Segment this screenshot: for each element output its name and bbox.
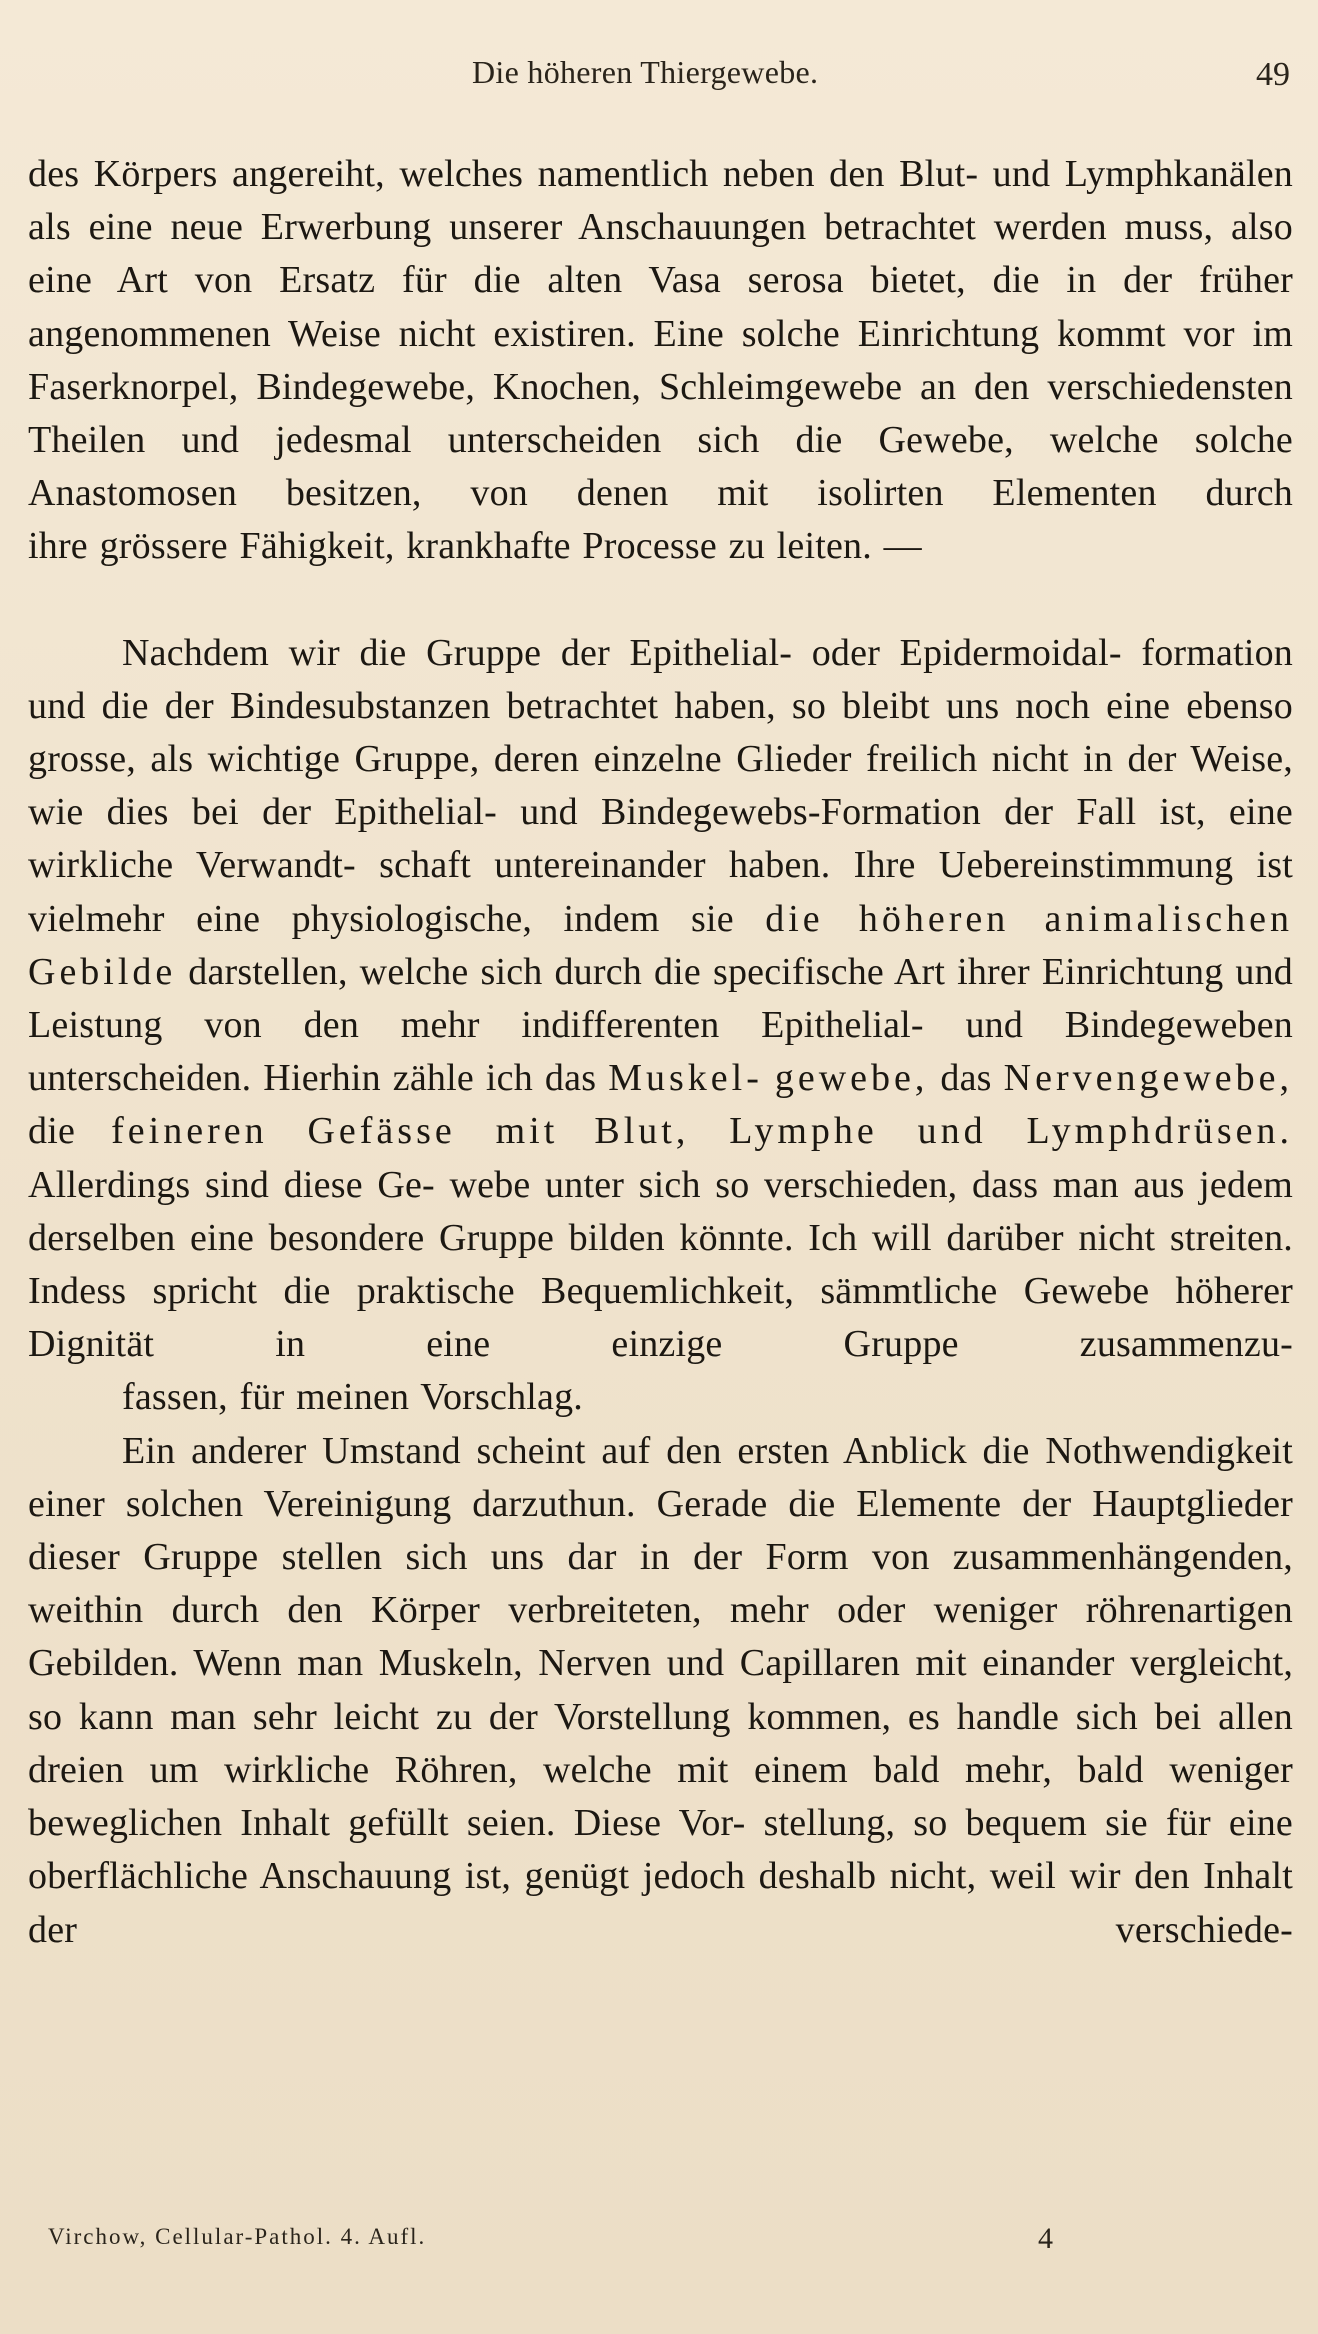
text-line: das: [940, 1057, 992, 1100]
sheet-number: 4: [1038, 2222, 1053, 2255]
paragraph-3: [28, 1425, 1293, 1957]
spaced-emphasis: Nervengewebe,: [1003, 1057, 1294, 1100]
spaced-emphasis: Blut, Lymphe und Lymphdrüsen.: [594, 1110, 1294, 1153]
text-line: betrachtet werden muss, also eine Art von Ersatz für die alten: [28, 206, 1293, 302]
text-line: Bindegewebe, Knochen, Schleimgewebe an den verschiedensten: [256, 365, 1294, 408]
text-line: Lymphkanälen als eine neue Erwerbung unserer Anschauungen: [28, 153, 1293, 249]
running-title: Die höheren Thiergewebe.: [472, 54, 819, 90]
text-line: und Bindegeweben unterscheiden. Hierhin zähle ich das: [28, 1004, 1293, 1100]
text-line: kann man sehr leicht zu der Vorstellung kommen, es handle sich: [78, 1695, 1138, 1738]
body-text: [28, 148, 1293, 1957]
text-line: des Körpers angereiht, welches namentlich neben den Blut- und: [28, 153, 1051, 195]
text-line: Gewebe höherer Dignität in eine einzige Gruppe zusammenzu-: [28, 1270, 1293, 1366]
text-line: schaft untereinander haben. Ihre Uebereinstimmung ist vielmehr: [28, 844, 1293, 940]
spaced-emphasis: Gebilde: [28, 950, 177, 993]
paragraph-1: [28, 148, 1293, 574]
text-line: existiren. Eine solche Einrichtung kommt vor im Faserknorpel,: [28, 312, 1294, 408]
text-line: Glieder freilich nicht in der Weise, wie dies bei der Epithelial-: [28, 738, 1294, 834]
text-line: Vasa serosa bietet, die in der früher angenommenen Weise nicht: [28, 259, 1294, 355]
page-footer: [0, 2224, 1318, 2264]
text-line: stellung, so bequem sie für eine oberflächliche Anschauung ist,: [28, 1802, 1294, 1898]
text-line: uns noch eine ebenso grosse, als wichtige Gruppe, deren einzelne: [28, 684, 1293, 781]
text-line: Theilen und jedesmal unterscheiden sich die Gewebe, welche solche: [28, 419, 1293, 462]
spaced-emphasis: die höheren animalischen: [765, 897, 1294, 940]
text-line: formation und die der Bindesubstanzen betrachtet haben, so bleibt: [28, 631, 1294, 727]
signature-mark: Virchow, Cellular-Pathol. 4. Aufl.: [48, 2224, 427, 2249]
text-line: und Bindegewebs-Formation der Fall ist, eine wirkliche Verwandt-: [28, 791, 1293, 887]
page-number: 49: [1256, 56, 1290, 93]
text-line: Anastomosen besitzen, von denen mit isolirten Elementen durch: [28, 472, 1293, 515]
text-line: Nothwendigkeit einer solchen Vereinigung darzuthun. Gerade die: [28, 1429, 1293, 1525]
text-line: streiten. Indess spricht die praktische Bequemlichkeit, sämmtliche: [28, 1216, 1294, 1313]
text-line: Einrichtung und Leistung von den mehr indifferenten Epithelial-: [28, 950, 1293, 1047]
text-line: eine physiologische, indem sie: [196, 897, 734, 940]
text-line: eine besondere Gruppe bilden könnte. Ich will darüber nicht: [189, 1216, 1156, 1259]
spaced-emphasis: feineren Gefässe mit: [111, 1110, 559, 1153]
text-line: bei allen dreien um wirkliche Röhren, welche mit einem bald: [28, 1695, 1293, 1791]
spaced-emphasis: gewebe,: [774, 1057, 929, 1100]
text-line: Allerdings sind diese Ge-: [28, 1163, 435, 1206]
text-line: webe unter sich so verschieden, dass man aus jedem derselben: [28, 1163, 1294, 1259]
text-line: die: [28, 1110, 76, 1153]
text-line: man Muskeln, Nerven und Capillaren mit einander vergleicht, so: [28, 1642, 1294, 1738]
text-line-last: fassen, für meinen Vorschlag.: [122, 1376, 584, 1419]
text-line: verbreiteten, mehr oder weniger röhrenartigen Gebilden. Wenn: [28, 1589, 1293, 1685]
text-line: Nachdem wir die Gruppe der Epithelial- oder Epidermoidal-: [122, 631, 1122, 674]
text-line: mehr, bald weniger beweglichen Inhalt gefüllt seien. Diese Vor-: [28, 1748, 1294, 1845]
text-line: genügt jedoch deshalb nicht, weil wir den Inhalt der verschiede-: [28, 1855, 1293, 1951]
spaced-emphasis: Muskel-: [608, 1057, 763, 1100]
text-line: Ein anderer Umstand scheint auf den ersten Anblick die: [122, 1429, 1030, 1472]
paragraph-2: [28, 627, 1293, 1425]
text-line: darstellen, welche sich durch die specifische Art ihrer: [188, 950, 1030, 993]
text-line-last: ihre grössere Fähigkeit, krankhafte Processe zu leiten. —: [28, 525, 922, 568]
text-line: in der Form von zusammenhängenden, weithin durch den Körper: [28, 1536, 1293, 1632]
running-head: [0, 52, 1318, 102]
text-line: Elemente der Hauptglieder dieser Gruppe stellen sich uns dar: [28, 1482, 1293, 1579]
